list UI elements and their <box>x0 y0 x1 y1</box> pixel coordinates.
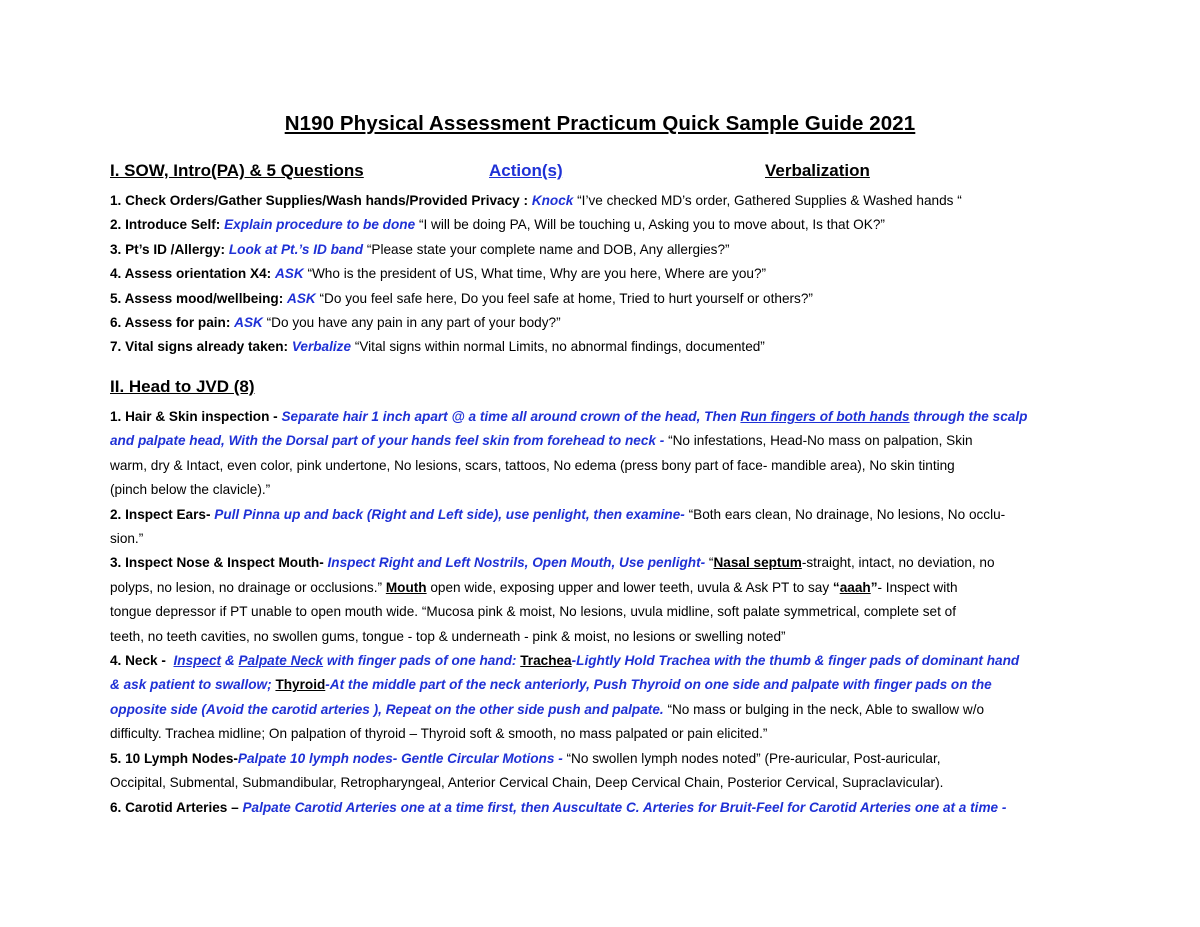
item-action: Pull Pinna up and back (Right and Left side), use penlight, then examine- <box>214 506 685 522</box>
item-verbalization: - Inspect with <box>877 579 958 595</box>
item-action: Knock <box>531 193 574 208</box>
item-action: Separate hair 1 inch apart @ a time all around crown of the head, Then <box>281 409 737 424</box>
list-item <box>110 335 1100 359</box>
item-action: ASK <box>234 315 263 331</box>
item-label: 7. Vital signs already taken: <box>110 339 289 355</box>
section1-list <box>110 189 1100 360</box>
item-label: 5. 10 Lymph Nodes- <box>110 750 238 766</box>
list-item-line <box>110 600 1100 624</box>
amp: & <box>224 653 235 669</box>
aaah-term: aaah <box>839 579 871 595</box>
mouth-term: Mouth <box>385 579 427 595</box>
item-action-underlined: Run fingers of both hands <box>740 409 910 424</box>
item-label: 4. Assess orientation X4: <box>110 266 272 282</box>
section1-heading: I. SOW, Intro(PA) & 5 Questions <box>110 161 364 180</box>
aaah-quote-close: ” <box>870 579 878 595</box>
item-action: -Lightly Hold Trachea with the thumb & finger pads of dominant hand <box>571 653 1020 669</box>
list-item-line <box>110 405 1100 429</box>
list-item-line <box>110 454 1100 478</box>
list-item <box>110 213 1100 237</box>
nasal-septum-term: Nasal septum <box>713 555 802 571</box>
list-item-line <box>110 649 1100 673</box>
item-verbalization: “Do you have any pain in any part of your body?” <box>266 315 561 331</box>
item-verbalization: “ <box>708 555 714 571</box>
item-verbalization: “Vital signs within normal Limits, no abnormal findings, documented” <box>354 339 765 355</box>
item-action: with finger pads of one hand: <box>326 653 517 669</box>
list-item-line <box>110 625 1100 649</box>
item-verbalization: “No infestations, Head-No mass on palpation, Skin <box>668 433 973 449</box>
item-verbalization: “No swollen lymph nodes noted” (Pre-auricular, Post-auricular, <box>566 750 941 766</box>
item-action: ASK <box>274 266 304 282</box>
trachea-term: Trachea <box>520 653 572 669</box>
item-verbalization: warm, dry & Intact, even color, pink undertone, No lesions, scars, tattoos, No edema (press bony part of face- mandible area), No skin tinting <box>110 457 955 473</box>
inspect-term: Inspect <box>173 653 222 669</box>
item-action: Palpate Carotid Arteries one at a time first, then Auscultate C. Arteries for Bruit-Feel for Carotid Arteries one at a time - <box>242 799 1007 815</box>
item-label: 3. Inspect Nose & Inspect Mouth- <box>110 555 324 571</box>
item-action: and palpate head, With the Dorsal part of your hands feel skin from forehead to neck - <box>110 433 665 449</box>
item-action: Explain procedure to be done <box>224 217 416 233</box>
list-item-line <box>110 698 1100 722</box>
item-verbalization: “Please state your complete name and DOB, Any allergies?” <box>366 241 730 257</box>
item-verbalization: “No mass or bulging in the neck, Able to swallow w/o <box>667 701 985 717</box>
list-item-line <box>110 551 1100 575</box>
item-action: opposite side (Avoid the carotid arteries ), Repeat on the other side push and palpate. <box>110 701 664 717</box>
item-action: Verbalize <box>291 339 352 355</box>
list-item <box>110 189 1100 213</box>
palpate-neck-term: Palpate Neck <box>238 653 324 669</box>
item-action: -At the middle part of the neck anteriorly, Push Thyroid on one side and palpate with finger pads on the <box>325 677 992 693</box>
item-verbalization: “Both ears clean, No drainage, No lesions, No occlu- <box>688 506 1006 522</box>
list-item-line <box>110 429 1100 453</box>
list-item-line <box>110 796 1100 820</box>
thyroid-term: Thyroid <box>275 677 326 693</box>
list-item-line <box>110 722 1100 746</box>
item-action: Palpate 10 lymph nodes- Gentle Circular Motions - <box>237 750 563 766</box>
verbalization-column-heading: Verbalization <box>765 161 870 180</box>
item-label: 4. Neck - <box>110 653 166 669</box>
item-label: 1. Hair & Skin inspection - <box>110 409 278 424</box>
item-action: & ask patient to swallow; <box>110 677 272 693</box>
item-action: through the scalp <box>913 409 1028 424</box>
item-verbalization: “Do you feel safe here, Do you feel safe at home, Tried to hurt yourself or others?” <box>319 290 813 306</box>
item-verbalization: “Who is the president of US, What time, Why are you here, Where are you?” <box>307 266 767 282</box>
item-action: Inspect Right and Left Nostrils, Open Mouth, Use penlight- <box>327 555 706 571</box>
document-title: N190 Physical Assessment Practicum Quick Sample Guide 2021 <box>284 112 916 135</box>
section2-list <box>110 405 1100 820</box>
item-verbalization: difficulty. Trachea midline; On palpation of thyroid – Thyroid soft & smooth, no mass palpated or pain elicited.” <box>110 726 768 742</box>
item-verbalization: Occipital, Submental, Submandibular, Retropharyngeal, Anterior Cervical Chain, Deep Cervical Chain, Posterior Cervical, Supraclavicular). <box>110 775 944 791</box>
list-item-line <box>110 478 1100 502</box>
actions-column-heading: Action(s) <box>489 161 563 180</box>
section2-heading: II. Head to JVD (8) <box>110 377 255 396</box>
aaah-quote-open: “ <box>832 579 840 595</box>
item-verbalization: (pinch below the clavicle).” <box>110 482 271 498</box>
list-item <box>110 287 1100 311</box>
list-item-line <box>110 527 1100 551</box>
list-item-line <box>110 673 1100 697</box>
item-label: 5. Assess mood/wellbeing: <box>110 290 284 306</box>
item-verbalization: sion.” <box>110 531 144 547</box>
item-label: 6. Assess for pain: <box>110 315 231 331</box>
list-item <box>110 238 1100 262</box>
list-item <box>110 311 1100 335</box>
item-label: 6. Carotid Arteries – <box>110 799 239 815</box>
list-item <box>110 262 1100 286</box>
list-item-line <box>110 747 1100 771</box>
item-action: Look at Pt.’s ID band <box>228 241 364 257</box>
item-verbalization: “I’ve checked MD’s order, Gathered Supplies & Washed hands “ <box>577 193 962 208</box>
item-verbalization: tongue depressor if PT unable to open mouth wide. “Mucosa pink & moist, No lesions, uvula midline, soft palate symmetrical, complete set of <box>110 604 956 620</box>
item-label: 2. Inspect Ears- <box>110 506 211 522</box>
item-verbalization: -straight, intact, no deviation, no <box>801 555 995 571</box>
list-item-line <box>110 576 1100 600</box>
item-verbalization: open wide, exposing upper and lower teeth, uvula & Ask PT to say <box>430 579 830 595</box>
list-item-line <box>110 503 1100 527</box>
list-item-line <box>110 771 1100 795</box>
item-verbalization: teeth, no teeth cavities, no swollen gums, tongue - top & underneath - pink & moist, no lesions or swelling noted” <box>110 628 786 644</box>
item-action: ASK <box>287 290 316 306</box>
item-verbalization: polyps, no lesion, no drainage or occlusions.” <box>110 579 383 595</box>
item-verbalization: “I will be doing PA, Will be touching u, Asking you to move about, Is that OK?” <box>418 217 885 233</box>
item-label: 2. Introduce Self: <box>110 217 221 233</box>
item-label: 1. Check Orders/Gather Supplies/Wash hands/Provided Privacy : <box>110 193 529 208</box>
item-label: 3. Pt’s ID /Allergy: <box>110 241 226 257</box>
